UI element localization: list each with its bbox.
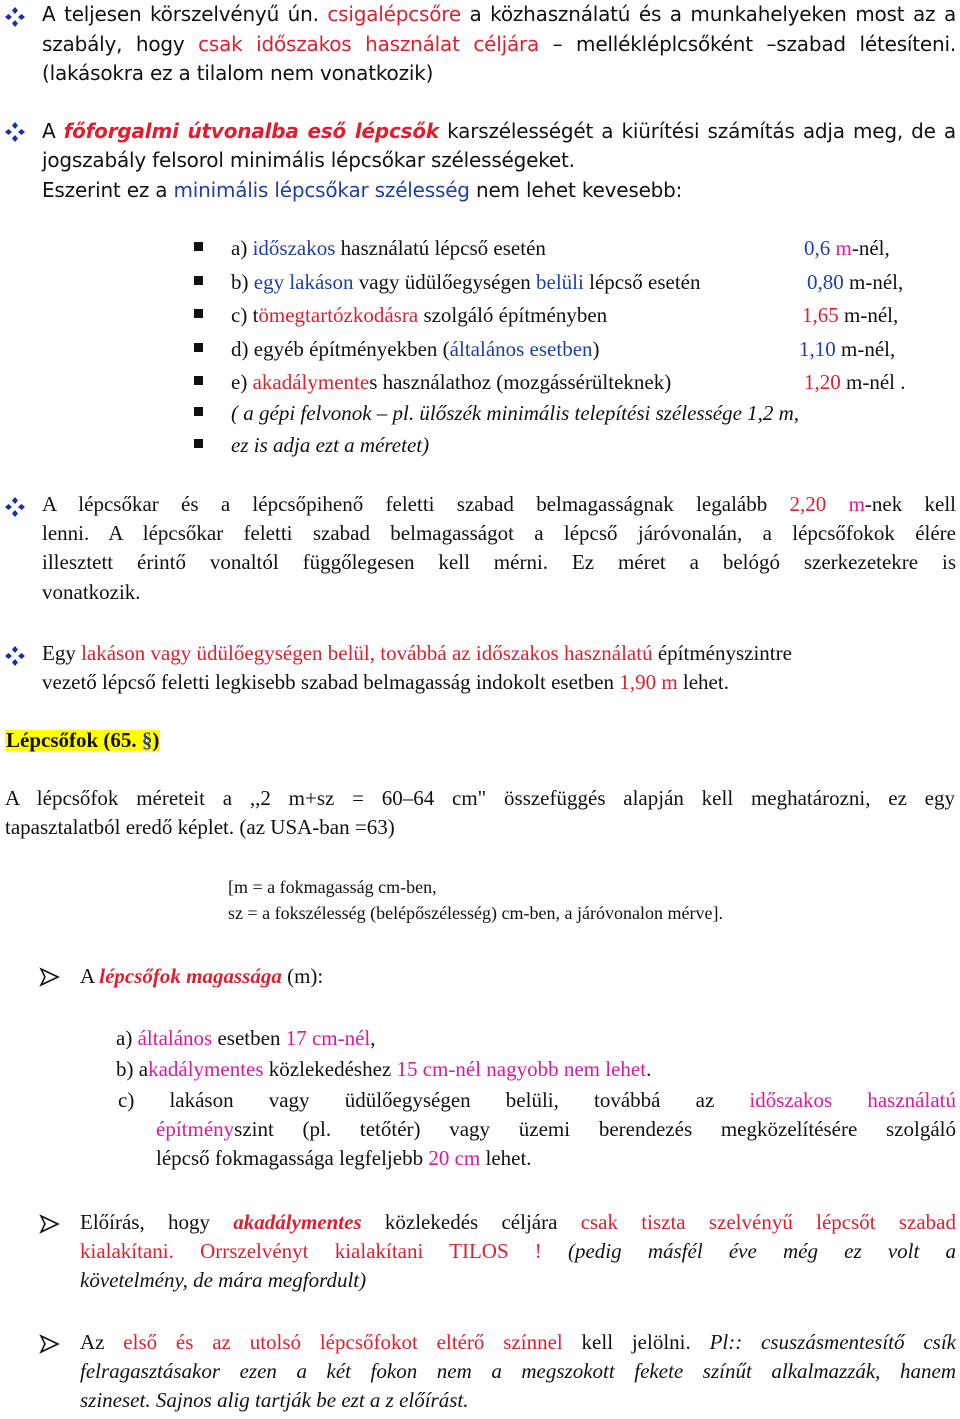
arrowhead-bullet-icon bbox=[38, 966, 60, 988]
square-bullet-icon bbox=[194, 242, 203, 251]
bullet-text-line: A főforgalmi útvonalba eső lépcsők karszélességét a kiürítési számítás adja meg, de a bbox=[42, 119, 956, 143]
arrow-item-line: Az első és az utolsó lépcsőfokot eltérő színnel kell jelölni. Pl:: csuszásmentesítő csík bbox=[80, 1330, 956, 1354]
square-bullet-icon bbox=[194, 439, 203, 448]
width-item-label: c) tömegtartózkodásra szolgáló építményben bbox=[231, 303, 608, 327]
height-item: c) lakáson vagy üdülőegységen belüli, továbbá az időszakos használatú bbox=[118, 1088, 956, 1112]
width-item-value: 0,80 m-nél, bbox=[807, 270, 904, 294]
bullet-text-line: vezető lépcső feletti legkisebb szabad belmagasság indokolt esetben 1,90 m lehet. bbox=[42, 670, 729, 694]
four-diamond-bullet-icon bbox=[4, 645, 26, 667]
arrow-item-line: követelmény, de mára megfordult) bbox=[80, 1268, 367, 1292]
legend-line: [m = a fokmagasság cm-ben, bbox=[228, 877, 437, 897]
formula-text-line: tapasztalatból eredő képlet. (az USA-ban =63) bbox=[5, 815, 395, 839]
width-item-label: ez is adja ezt a méretet) bbox=[231, 433, 430, 457]
arrow-item-line: Előírás, hogy akadálymentes közlekedés céljára csak tiszta szelvényű lépcsőt szabad bbox=[80, 1210, 957, 1234]
width-item-value: 1,20 m-nél . bbox=[804, 370, 906, 394]
arrow-item-line: szineset. Sajnos alig tartják be ezt a z előírást. bbox=[80, 1388, 469, 1412]
bullet-text-line: Egy lakáson vagy üdülőegységen belül, továbbá az időszakos használatú építményszintre bbox=[42, 641, 792, 665]
width-item-label: ( a gépi felvonok – pl. ülőszék minimális telepítési szélessége 1,2 m, bbox=[231, 401, 800, 425]
formula-text-line: A lépcsőfok méreteit a ,,2 m+sz = 60–64 cm" összefüggés alapján kell meghatározni, ez egy bbox=[5, 786, 955, 810]
bullet-text-line: szabály, hogy csak időszakos használat céljára – mellékléplcsőként –szabad létesíteni. bbox=[42, 32, 957, 56]
height-item: a) általános esetben 17 cm-nél, bbox=[116, 1026, 376, 1050]
width-item-value: 1,10 m-nél, bbox=[799, 337, 896, 361]
width-item-label: b) egy lakáson vagy üdülőegységen belüli lépcső esetén bbox=[231, 270, 701, 294]
bullet-text-line: A teljesen körszelvényű ún. csigalépcsőre a közhasználatú és a munkahelyeken most az a bbox=[42, 2, 956, 26]
four-diamond-bullet-icon bbox=[4, 496, 26, 518]
bullet-text-line: illesztett érintő vonaltól függőlegesen kell mérni. Ez méret a belógó szerkezetekre is bbox=[42, 550, 956, 574]
width-item-label: d) egyéb építményekben (általános esetben) bbox=[231, 337, 600, 361]
square-bullet-icon bbox=[194, 276, 203, 285]
square-bullet-icon bbox=[194, 407, 203, 416]
width-item-label: e) akadálymentes használathoz (mozgássérülteknek) bbox=[231, 370, 672, 394]
bullet-text-line: Eszerint ez a minimális lépcsőkar szélesség nem lehet kevesebb: bbox=[42, 178, 683, 202]
arrow-item-line: kialakítani. Orrszelvényt kialakítani TILOS ! (pedig másfél éve még ez volt a bbox=[80, 1239, 956, 1263]
bullet-text-line: lenni. A lépcsőkar feletti szabad belmagasságot a lépcső járóvonalán, a lépcsőfokok élére bbox=[42, 521, 956, 545]
arrow-item-line: felragasztásakor ezen a két fokon nem a megszokott fekete színűt alkalmazzák, hanem bbox=[80, 1359, 956, 1383]
legend-line: sz = a fokszélesség (belépőszélesség) cm-ben, a járóvonalon mérve]. bbox=[228, 903, 723, 923]
arrowhead-bullet-icon bbox=[38, 1333, 60, 1355]
bullet-text-line: A lépcsőkar és a lépcsőpihenő feletti szabad belmagasságnak legalább 2,20 m-nek kell bbox=[42, 492, 956, 516]
square-bullet-icon bbox=[194, 376, 203, 385]
width-item-value: 1,65 m-nél, bbox=[802, 303, 899, 327]
square-bullet-icon bbox=[194, 309, 203, 318]
four-diamond-bullet-icon bbox=[4, 6, 26, 28]
height-item: építményszint (pl. tetőtér) vagy üzemi berendezés megközelítésére szolgáló bbox=[156, 1117, 956, 1141]
height-item: lépcső fokmagassága legfeljebb 20 cm lehet. bbox=[156, 1146, 532, 1170]
arrowhead-bullet-icon bbox=[38, 1213, 60, 1235]
bullet-text-line: jogszabály felsorol minimális lépcsőkar szélességeket. bbox=[42, 148, 575, 172]
section-heading: Lépcsőfok (65. §) bbox=[6, 728, 160, 752]
square-bullet-icon bbox=[194, 343, 203, 352]
width-item-value: 0,6 m-nél, bbox=[804, 236, 890, 260]
four-diamond-bullet-icon bbox=[4, 121, 26, 143]
bullet-text-line: (lakásokra ez a tilalom nem vonatkozik) bbox=[42, 61, 434, 85]
height-heading: A lépcsőfok magassága (m): bbox=[80, 964, 324, 988]
bullet-text-line: vonatkozik. bbox=[42, 580, 141, 604]
height-item: b) akadálymentes közlekedéshez 15 cm-nél nagyobb nem lehet. bbox=[116, 1057, 652, 1081]
width-item-label: a) időszakos használatú lépcső esetén bbox=[231, 236, 546, 260]
